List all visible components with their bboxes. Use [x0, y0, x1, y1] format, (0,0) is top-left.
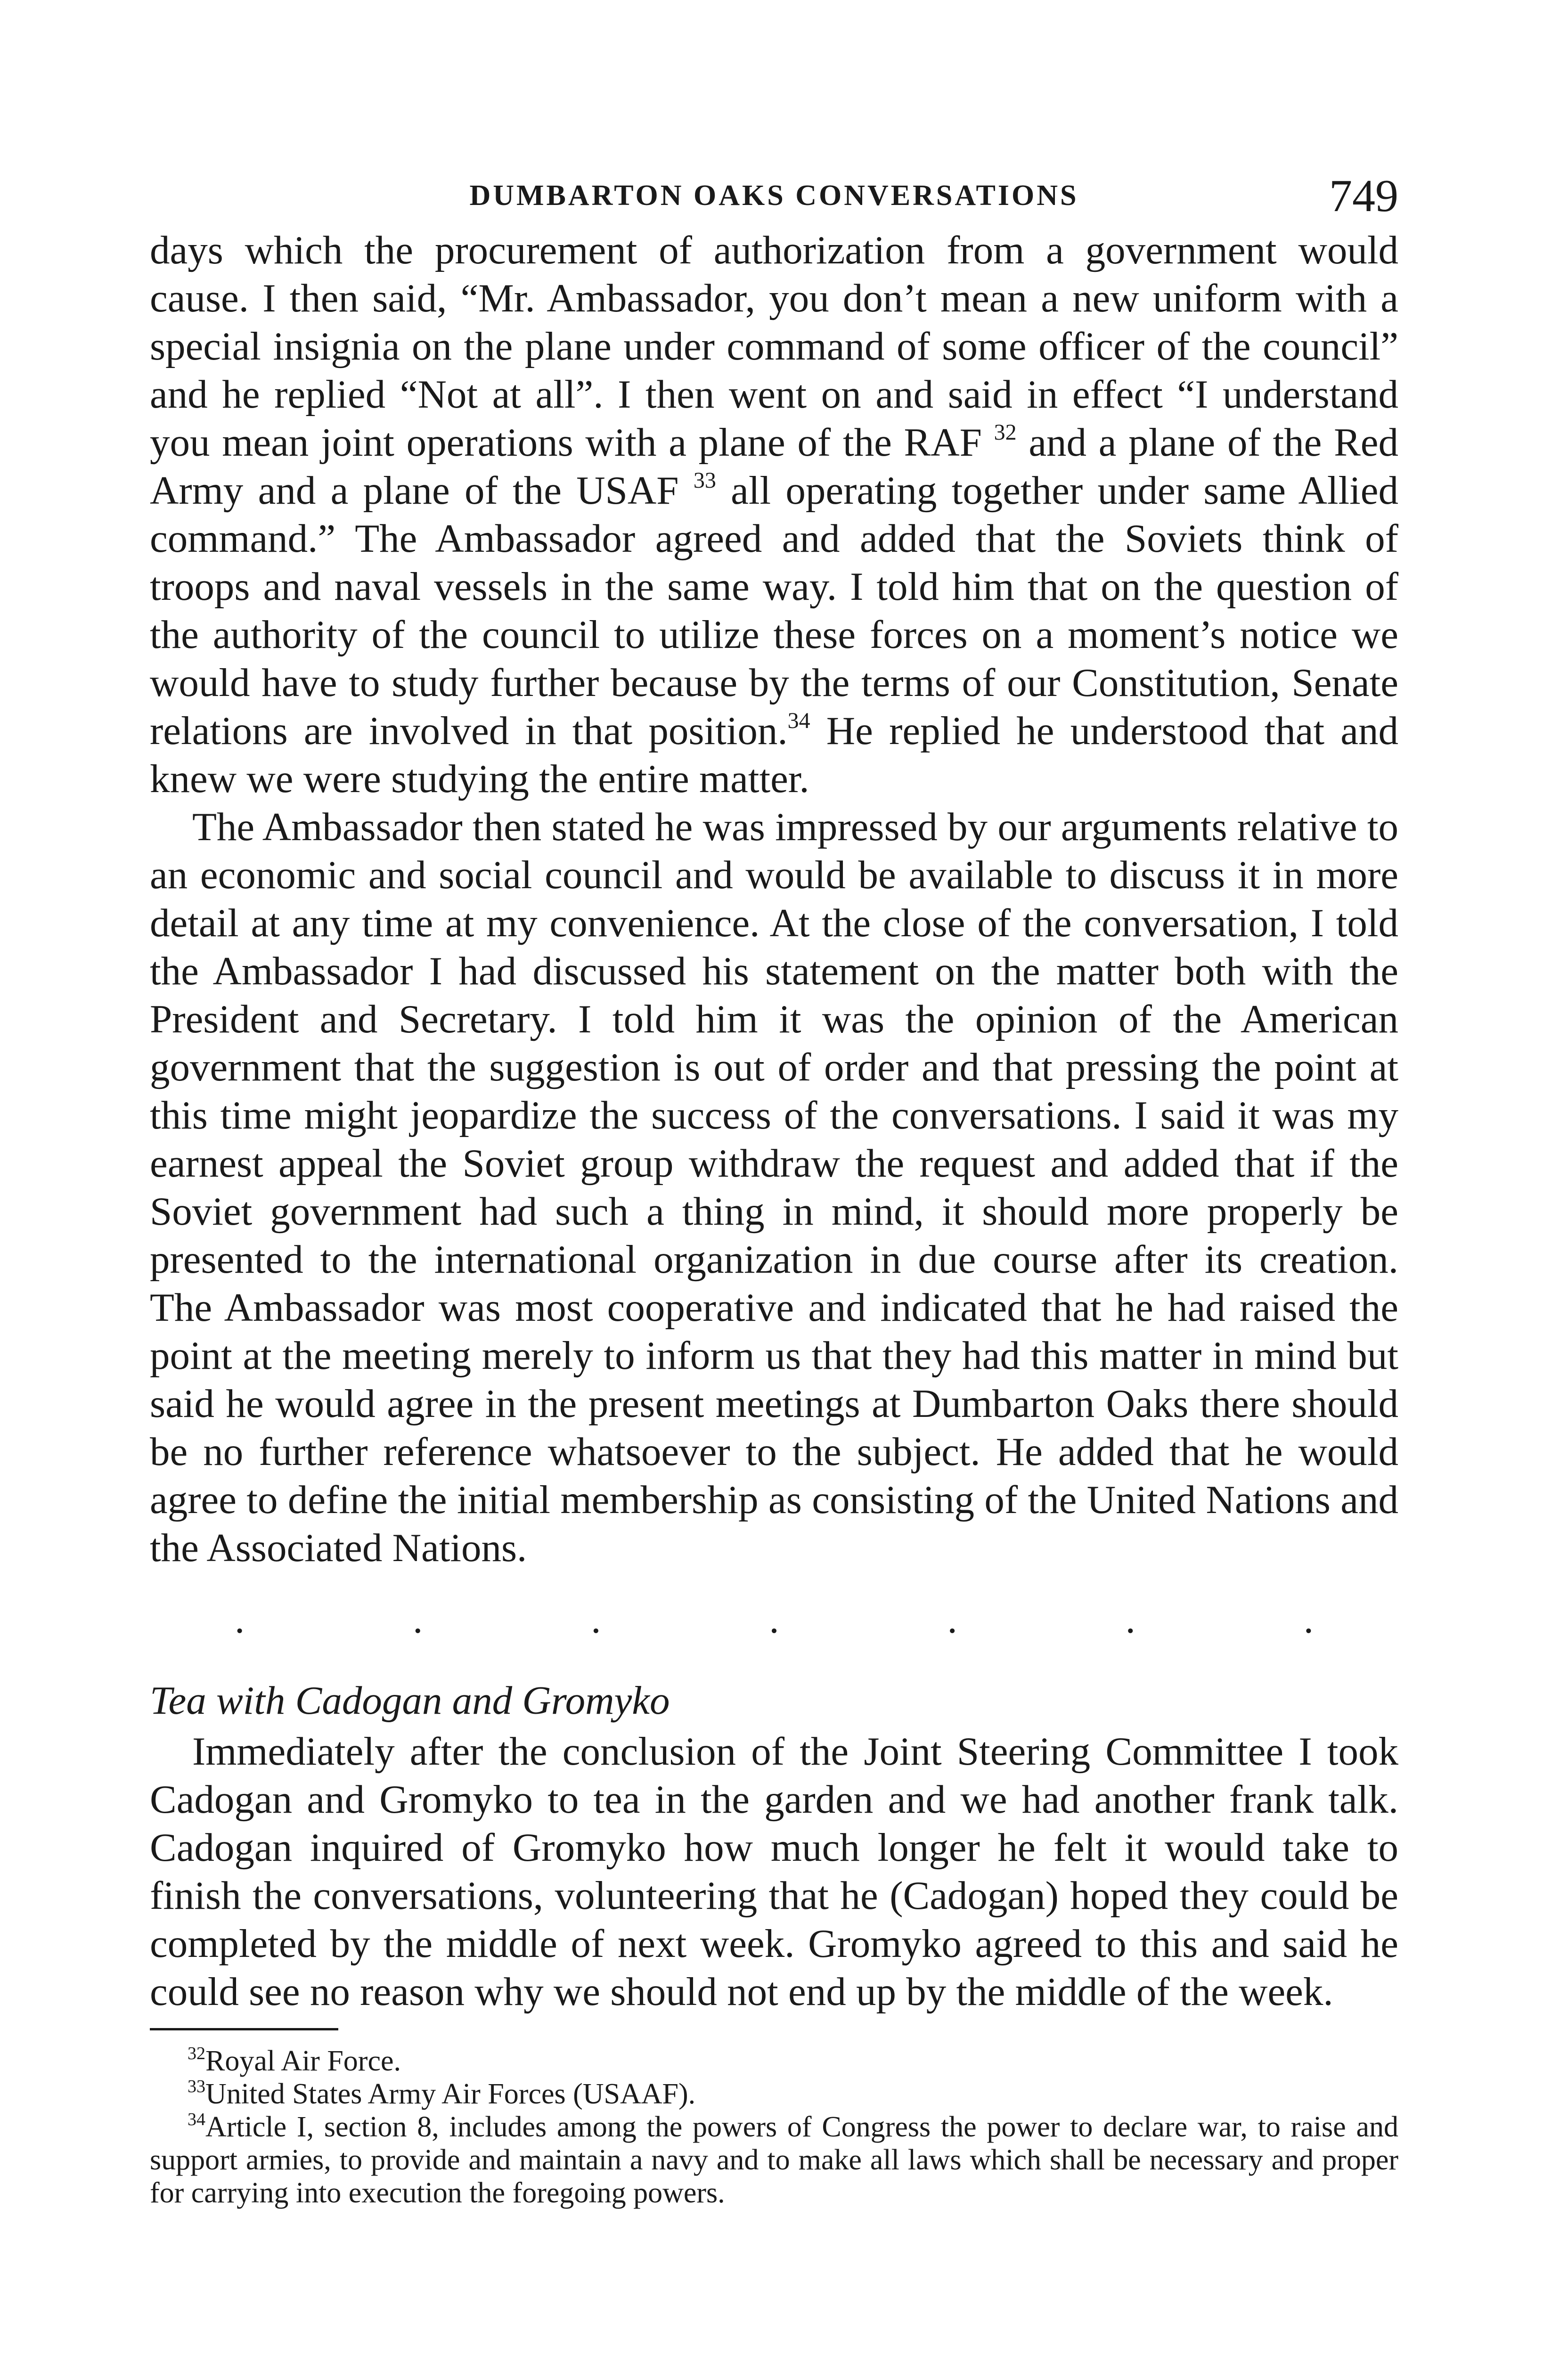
- paragraph-1-text-c: all operating together under same Allied command.” The Ambassador agreed and added that the Soviets think of troops and naval vessels in the same way. I told him that on the question of the authority of the council to utilize these forces on a moment’s notice we would have to study further because by the terms of our Constitution, Senate relations are involved in that position.: [150, 468, 1399, 753]
- paragraph-1: [150, 226, 1398, 803]
- footnote-ref-33[interactable]: 33: [693, 468, 716, 493]
- section-heading: Tea with Cadogan and Gromyko: [150, 1678, 670, 1723]
- paragraph-1-text-a: days which the procurement of authorization from a government would cause. I then said, “Mr. Ambassador, you don’t mean a new uniform with a special insignia on the plane under command of some officer of the council” and he replied “Not at all”. I then went on and said in effect “I understand you mean joint operations with a plane of the RAF: [150, 228, 1398, 465]
- footnote-number: 33: [188, 2077, 205, 2096]
- page-number: 749: [1329, 171, 1398, 221]
- footnote-number: 32: [188, 2044, 205, 2063]
- dot: .: [1125, 1597, 1135, 1642]
- footnote-number: 34: [188, 2110, 205, 2129]
- paragraph-1-text-b: and a plane of the Red Army and a plane of the USAF: [150, 420, 1398, 513]
- footnote-34: [150, 2111, 1398, 2209]
- footnote-divider: [150, 2028, 338, 2030]
- footnote-33: [150, 2078, 1398, 2111]
- paragraph-2: The Ambassador then stated he was impressed by our arguments relative to an economic and social council and would be available to discuss it in more detail at any time at my convenience. At the close of the conversation, I told the Ambassador I had discussed his statement on the matter both with the President and Secretary. I told him it was the opinion of the American government that the suggestion is out of order and that pressing the point at this time might jeopardize the success of the conversations. I said it was my earnest appeal the Soviet group withdraw the request and added that if the Soviet government had such a thing in mind, it should more properly be presented to the international organization in due course after its creation. The Ambassador was most cooperative and indicated that he had raised the point at the meeting merely to inform us that they had this matter in mind but said he would agree in the present meetings at Dumbarton Oaks there should be no further reference whatsoever to the subject. He added that he would agree to define the initial membership as consisting of the United Nations and the Associated Nations.: [150, 805, 1398, 1570]
- footnote-ref-34[interactable]: 34: [787, 708, 810, 733]
- footnote-text: Article I, section 8, includes among the powers of Congress the power to declare war, to raise and support armies, to provide and maintain a navy and to make all laws which shall be necessary and proper for carrying into execution the foregoing powers.: [150, 2111, 1398, 2209]
- dot: .: [947, 1597, 957, 1642]
- footnotes: [150, 2045, 1398, 2209]
- dot: .: [591, 1597, 601, 1642]
- footnote-32: [150, 2045, 1398, 2078]
- running-head-title: DUMBARTON OAKS CONVERSATIONS: [469, 180, 1079, 212]
- dot: .: [235, 1597, 245, 1642]
- footnote-text: Royal Air Force.: [205, 2045, 401, 2077]
- footnote-text: United States Army Air Forces (USAAF).: [205, 2078, 696, 2110]
- paragraph-3: Immediately after the conclusion of the Joint Steering Committee I took Cadogan and Gromyko to tea in the garden and we had another frank talk. Cadogan inquired of Gromyko how much longer he felt it would take to finish the conversations, volunteering that he (Cadogan) hoped they could be completed by the middle of next week. Gromyko agreed to this and said he could see no reason why we should not end up by the middle of the week.: [150, 1729, 1398, 2014]
- running-head: [150, 170, 1398, 226]
- paragraph-1-text-d: He replied he understood that and knew we were studying the entire matter.: [150, 709, 1398, 801]
- dot: .: [1303, 1597, 1314, 1642]
- dot: .: [769, 1597, 779, 1642]
- section-break-dots: [150, 1595, 1398, 1644]
- dot: .: [413, 1597, 423, 1642]
- footnote-ref-32[interactable]: 32: [994, 420, 1017, 445]
- page: [150, 170, 1398, 2209]
